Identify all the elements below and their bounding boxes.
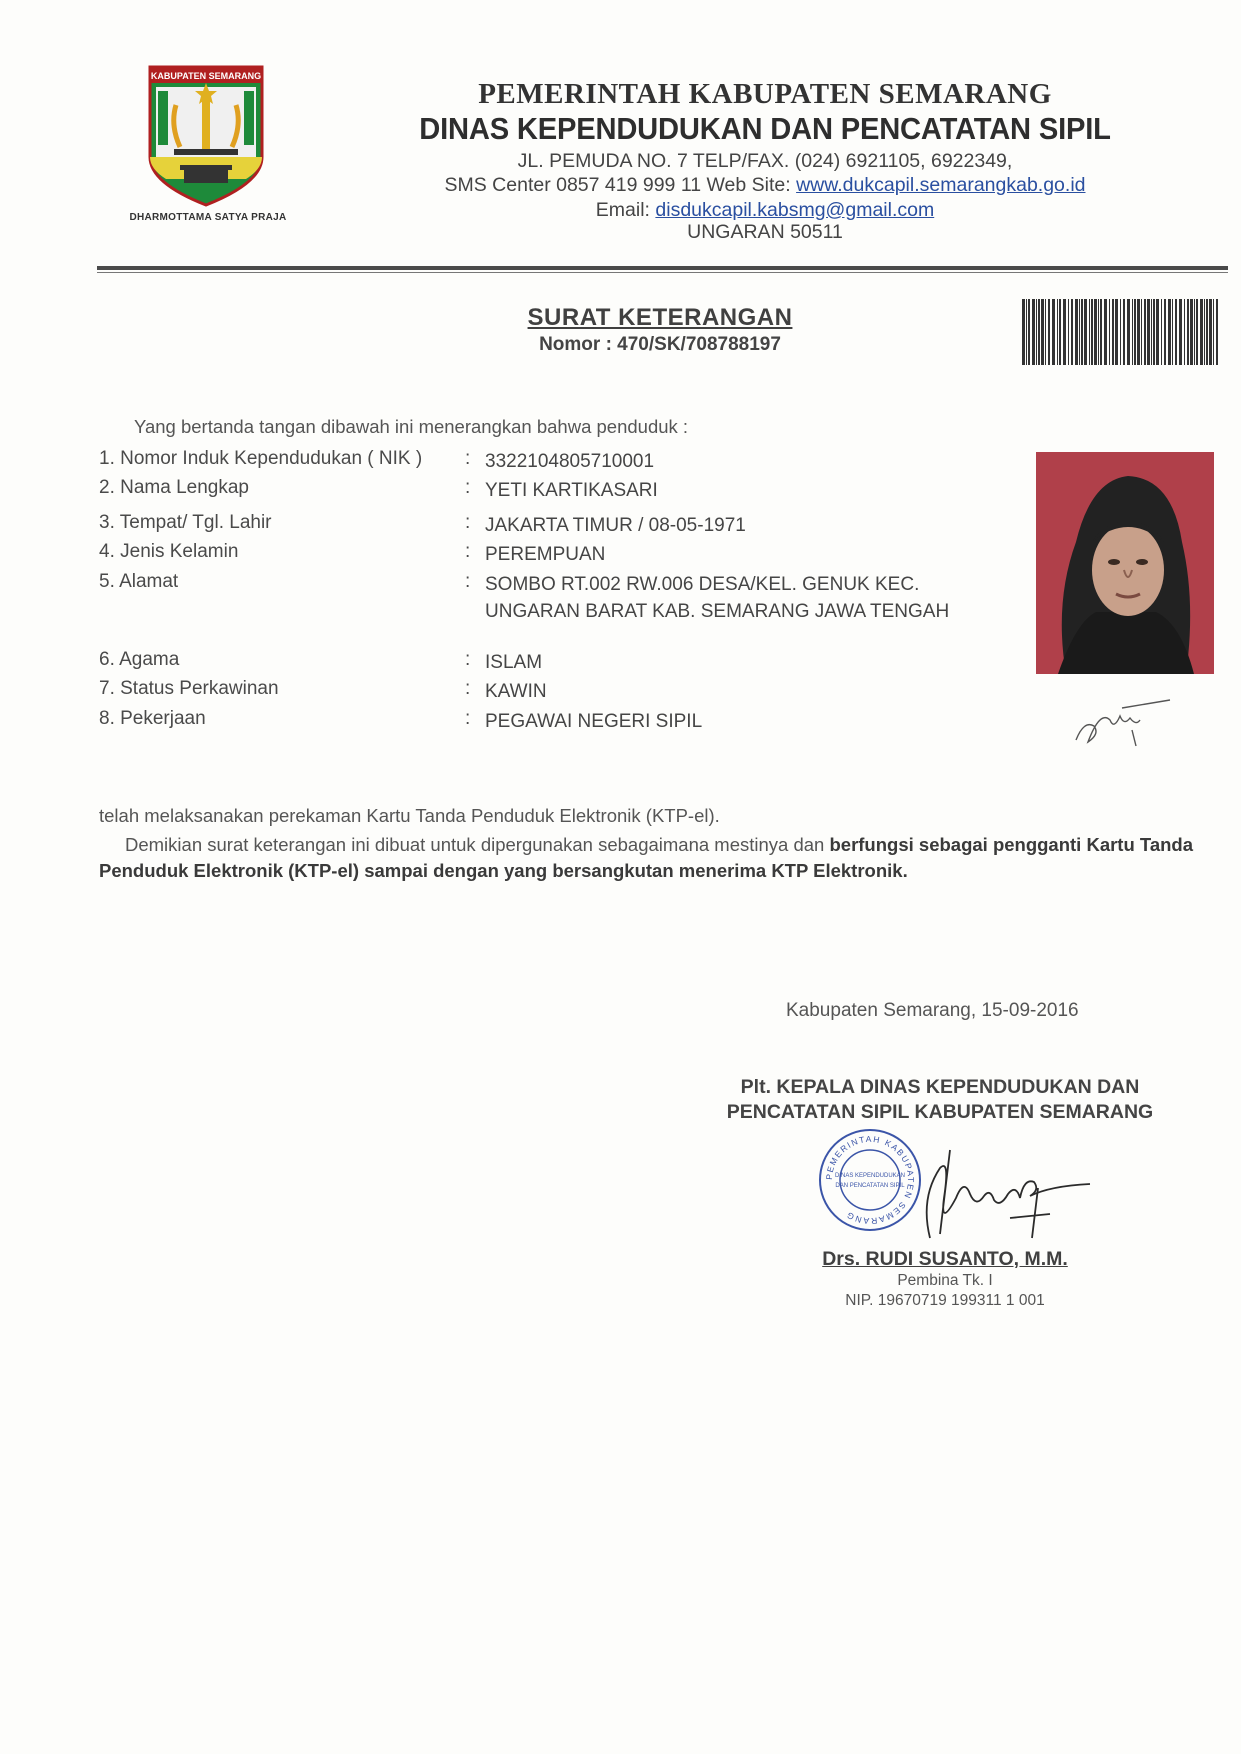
document-number: Nomor : 470/SK/708788197: [539, 334, 781, 355]
barcode-bar: [1190, 299, 1193, 365]
field-colon: :: [465, 708, 471, 729]
field-colon: :: [465, 571, 471, 592]
barcode-bar: [1048, 299, 1050, 365]
field-value: 3322104805710001: [485, 451, 655, 472]
barcode-bar: [1153, 299, 1155, 365]
stamp-center-line1: DINAS KEPENDUDUKAN: [834, 1173, 906, 1179]
barcode-bar: [1026, 299, 1027, 365]
field-value: SOMBO RT.002 RW.006 DESA/KEL. GENUK KEC.: [485, 574, 920, 595]
barcode-bar: [1089, 299, 1090, 365]
barcode-bar: [1059, 299, 1061, 365]
barcode-bar: [1137, 299, 1140, 365]
barcode-bar: [1063, 299, 1066, 365]
purpose-text-bold: berfungsi sebagai pengganti Kartu Tanda Penduduk Elektronik (KTP-el) sampai dengan yang bersangkutan menerima KTP Elektronik.: [99, 834, 1194, 881]
purpose-text: Demikian surat keterangan ini dibuat untuk dipergunakan sebagaimana mestinya dan: [125, 834, 830, 855]
barcode-bar: [1120, 299, 1121, 365]
barcode-bar: [1104, 299, 1107, 365]
field-label: 8. Pekerjaan: [99, 708, 206, 729]
official-position-line2: PENCATATAN SIPIL KABUPATEN SEMARANG: [726, 1101, 1154, 1123]
barcode-bar: [1075, 299, 1078, 365]
field-label: 5. Alamat: [99, 571, 179, 592]
barcode-bar: [1112, 299, 1114, 365]
website-link[interactable]: www.dukcapil.semarangkab.go.id: [796, 174, 1086, 196]
official-nip: NIP. 19670719 199311 1 001: [845, 1292, 1045, 1309]
field-marital-status: [99, 678, 999, 704]
field-colon: :: [465, 512, 471, 533]
barcode-bar: [1134, 299, 1136, 365]
barcode-bar: [1084, 299, 1087, 365]
emblem-motto: DHARMOTTAMA SATYA PRAJA: [129, 212, 287, 223]
kabupaten-semarang-emblem: [146, 65, 266, 207]
barcode-bar: [1022, 299, 1025, 365]
barcode-bar: [1206, 299, 1208, 365]
barcode-bar: [1144, 299, 1146, 365]
barcode-bar: [1209, 299, 1212, 365]
barcode-bar: [1036, 299, 1037, 365]
barcode-bar: [1100, 299, 1102, 365]
barcode-bar: [1204, 299, 1205, 365]
office-city: UNGARAN 50511: [687, 221, 843, 243]
barcode-bar: [1098, 299, 1099, 365]
barcode-bar: [1091, 299, 1093, 365]
barcode-bar: [1161, 299, 1162, 365]
barcode-bar: [1123, 299, 1125, 365]
field-value: PEREMPUAN: [485, 544, 606, 565]
barcode-bar: [1079, 299, 1080, 365]
field-value: ISLAM: [485, 652, 543, 673]
barcode-bar: [1172, 299, 1173, 365]
barcode-bar: [1028, 299, 1030, 365]
official-name: Drs. RUDI SUSANTO, M.M.: [822, 1248, 1068, 1270]
letterhead-rule-thin: [97, 272, 1228, 273]
official-rank: Pembina Tk. I: [897, 1272, 993, 1289]
barcode-bar: [1045, 299, 1046, 365]
recording-statement: telah melaksanakan perekaman Kartu Tanda Penduduk Elektronik (KTP-el).: [99, 805, 720, 826]
resident-signature: [1070, 690, 1180, 750]
field-label: 7. Status Perkawinan: [99, 678, 279, 699]
barcode-bar: [1196, 299, 1198, 365]
field-value: PEGAWAI NEGERI SIPIL: [485, 711, 703, 732]
barcode-bar: [1156, 299, 1159, 365]
barcode-bar: [1147, 299, 1150, 365]
department-name: DINAS KEPENDUDUKAN DAN PENCATATAN SIPIL: [419, 111, 1111, 146]
field-colon: :: [465, 541, 471, 562]
field-value: YETI KARTIKASARI: [485, 480, 658, 501]
office-address: JL. PEMUDA NO. 7 TELP/FAX. (024) 6921105, 6922349,: [517, 150, 1013, 172]
field-label: 3. Tempat/ Tgl. Lahir: [99, 512, 272, 533]
official-signature: [900, 1138, 1100, 1248]
place-date: Kabupaten Semarang, 15-09-2016: [786, 1000, 1079, 1021]
email-link[interactable]: disdukcapil.kabsmg@gmail.com: [655, 199, 935, 221]
barcode-bar: [1132, 299, 1133, 365]
barcode-bar: [1081, 299, 1083, 365]
field-label: 6. Agama: [99, 649, 180, 670]
stamp-center-line2: DAN PENCATATAN SIPIL: [835, 1183, 905, 1189]
field-occupation: [99, 708, 999, 734]
official-position-line1: Plt. KEPALA DINAS KEPENDUDUKAN DAN: [740, 1076, 1140, 1098]
barcode-bar: [1187, 299, 1189, 365]
field-gender: [99, 541, 999, 567]
barcode-bar: [1200, 299, 1203, 365]
barcode-bar: [1057, 299, 1058, 365]
sms-center: SMS Center 0857 419 999 11 Web Site:: [444, 174, 797, 196]
barcode-bar: [1141, 299, 1142, 365]
barcode-bar: [1094, 299, 1097, 365]
barcode-bar: [1213, 299, 1214, 365]
field-nik: [99, 448, 999, 474]
barcode-bar: [1179, 299, 1182, 365]
document-title: SURAT KETERANGAN: [527, 304, 793, 331]
field-value: KAWIN: [485, 681, 547, 702]
field-religion: [99, 649, 999, 675]
field-colon: :: [465, 477, 471, 498]
barcode-bar: [1216, 299, 1218, 365]
field-value: JAKARTA TIMUR / 08-05-1971: [485, 515, 746, 536]
barcode-bar: [1194, 299, 1195, 365]
barcode-bar: [1032, 299, 1035, 365]
field-label: 2. Nama Lengkap: [99, 477, 249, 498]
barcode-bar: [1041, 299, 1044, 365]
barcode-bar: [1151, 299, 1152, 365]
barcode-bar: [1175, 299, 1177, 365]
barcode-bar: [1068, 299, 1069, 365]
barcode-bar: [1168, 299, 1171, 365]
sms-website-line: [380, 173, 1150, 198]
letterhead-rule: [97, 266, 1228, 270]
field-colon: :: [465, 678, 471, 699]
barcode-bar: [1184, 299, 1185, 365]
barcode-bar: [1109, 299, 1110, 365]
field-full-name: [99, 477, 999, 503]
field-address: [99, 571, 999, 627]
purpose-statement: [99, 832, 1219, 884]
barcode-bar: [1071, 299, 1073, 365]
field-colon: :: [465, 649, 471, 670]
barcode-bar: [1038, 299, 1040, 365]
barcode: [1022, 299, 1219, 365]
barcode-bar: [1164, 299, 1166, 365]
barcode-bar: [1052, 299, 1055, 365]
emblem-banner-text: KABUPATEN SEMARANG: [150, 71, 262, 81]
intro-text: Yang bertanda tangan dibawah ini menerangkan bahwa penduduk :: [134, 416, 689, 437]
stamp-ring-text: PEMERINTAH KABUPATEN SEMARANG: [823, 1133, 917, 1227]
field-label: 1. Nomor Induk Kependudukan ( NIK ): [99, 448, 423, 469]
field-value-line2: UNGARAN BARAT KAB. SEMARANG JAWA TENGAH: [485, 601, 950, 622]
barcode-bar: [1115, 299, 1118, 365]
field-birth: [99, 512, 999, 538]
field-label: 4. Jenis Kelamin: [99, 541, 239, 562]
barcode-bar: [1127, 299, 1130, 365]
field-colon: :: [465, 448, 471, 469]
resident-photo: [1036, 452, 1214, 674]
email-label: Email:: [595, 199, 656, 221]
government-name: PEMERINTAH KABUPATEN SEMARANG: [478, 78, 1052, 110]
